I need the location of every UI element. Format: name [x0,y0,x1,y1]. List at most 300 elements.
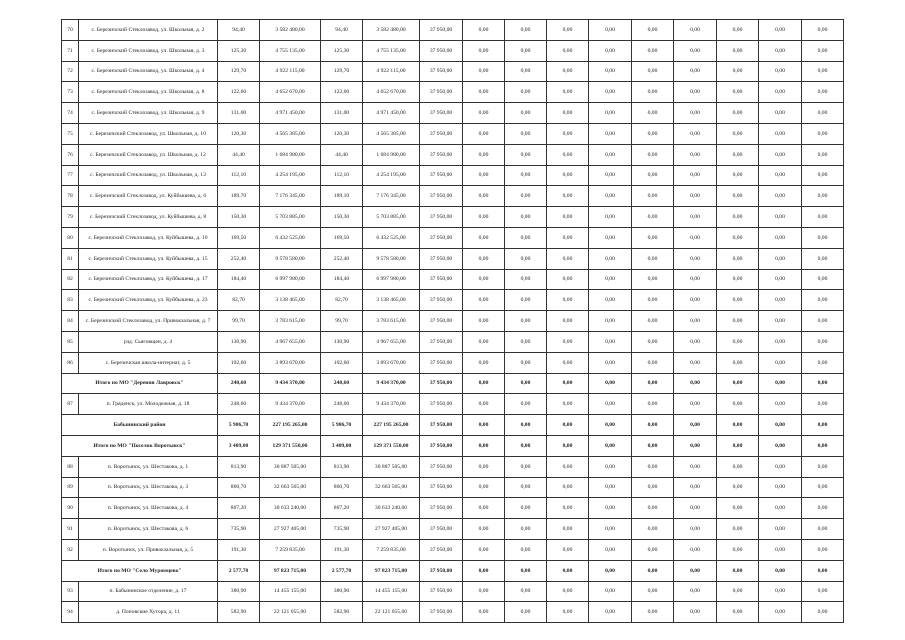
value-cell: 30 633 240,00 [260,498,321,519]
value-cell: 0,00 [632,290,674,311]
value-cell: 807,20 [218,498,260,519]
table-row [62,248,844,269]
value-cell: 184,40 [218,269,260,290]
value-cell: 150,30 [218,207,260,228]
value-cell: 0,00 [802,456,844,477]
value-cell: 0,00 [589,415,632,436]
value-cell: 0,00 [589,394,632,415]
value-cell: 37 950,00 [420,311,463,332]
value-cell: 0,00 [632,144,674,165]
value-cell: 0,00 [547,165,589,186]
value-cell: 6 432 525,00 [260,227,321,248]
value-cell: 0,00 [547,602,589,623]
value-cell: 0,00 [674,248,717,269]
row-number: 92 [62,539,79,560]
value-cell: 169,50 [218,227,260,248]
value-cell: 248,60 [218,373,260,394]
value-cell: 248,60 [321,394,363,415]
value-cell: 30 887 505,00 [260,456,321,477]
table-row [62,539,844,560]
value-cell: 0,00 [632,456,674,477]
row-number: 83 [62,290,79,311]
value-cell: 4 254 195,00 [260,165,321,186]
value-cell: 1 684 980,00 [363,144,420,165]
subtotal-label: Бабынинский район [62,415,218,436]
value-cell: 191,30 [218,539,260,560]
value-cell: 0,00 [463,103,505,124]
table-row [62,227,844,248]
subtotal-label: Итого по МО "Село Муромцево" [62,560,218,581]
value-cell: 0,00 [589,103,632,124]
value-cell: 0,00 [505,456,547,477]
value-cell: 0,00 [802,61,844,82]
value-cell: 0,00 [802,20,844,41]
value-cell: 0,00 [589,373,632,394]
value-cell: 0,00 [632,477,674,498]
value-cell: 122,60 [321,82,363,103]
value-cell: 582,90 [321,602,363,623]
address-cell: п. Бабынинское отделение, д. 17 [79,581,218,602]
value-cell: 0,00 [505,82,547,103]
value-cell: 582,90 [218,602,260,623]
value-cell: 0,00 [759,207,802,228]
row-number: 93 [62,581,79,602]
value-cell: 0,00 [759,123,802,144]
table-row [62,61,844,82]
address-cell: с. Березичский Стеклозавод, ул. Школьная, д. 12 [79,144,218,165]
row-number: 91 [62,519,79,540]
value-cell: 0,00 [717,311,759,332]
value-cell: 0,00 [547,519,589,540]
value-cell: 0,00 [589,560,632,581]
value-cell: 0,00 [674,477,717,498]
value-cell: 14 455 155,00 [260,581,321,602]
value-cell: 0,00 [674,394,717,415]
value-cell: 0,00 [589,186,632,207]
value-cell: 125,30 [218,40,260,61]
address-cell: с. Березичский Стеклозавод, ул. Школьная, д. 9 [79,103,218,124]
value-cell: 0,00 [547,477,589,498]
value-cell: 7 176 345,00 [260,186,321,207]
table-row [62,498,844,519]
value-cell: 0,00 [802,144,844,165]
value-cell: 189,70 [218,186,260,207]
value-cell: 0,00 [802,269,844,290]
value-cell: 0,00 [717,61,759,82]
value-cell: 0,00 [463,290,505,311]
value-cell: 0,00 [717,227,759,248]
value-cell: 0,00 [589,581,632,602]
value-cell: 0,00 [717,103,759,124]
value-cell: 0,00 [547,373,589,394]
value-cell: 0,00 [674,373,717,394]
value-cell: 3 582 480,00 [260,20,321,41]
value-cell: 0,00 [547,207,589,228]
value-cell: 0,00 [802,352,844,373]
value-cell: 122,60 [218,82,260,103]
address-cell: с. Березичский Стеклозавод, ул. Школьная, д. 4 [79,61,218,82]
value-cell: 97 823 715,00 [363,560,420,581]
table-row [62,456,844,477]
value-cell: 22 121 055,00 [363,602,420,623]
table-row [62,581,844,602]
value-cell: 807,20 [321,498,363,519]
value-cell: 7 259 835,00 [260,539,321,560]
value-cell: 99,70 [321,311,363,332]
value-cell: 5 986,70 [321,415,363,436]
address-cell: рзд. Сьяговщен, д. 4 [79,331,218,352]
subtotal-row [62,435,844,456]
address-cell: с. Березичский Стеклозавод, ул. Школьная, д. 3 [79,40,218,61]
value-cell: 0,00 [589,539,632,560]
value-cell: 0,00 [547,331,589,352]
value-cell: 4 922 115,00 [260,61,321,82]
value-cell: 37 950,00 [420,123,463,144]
value-cell: 0,00 [632,269,674,290]
value-cell: 0,00 [547,186,589,207]
value-cell: 37 950,00 [420,20,463,41]
table-row [62,207,844,228]
value-cell: 380,90 [321,581,363,602]
value-cell: 4 755 135,00 [363,40,420,61]
value-cell: 4 922 115,00 [363,61,420,82]
value-cell: 0,00 [674,352,717,373]
value-cell: 37 950,00 [420,144,463,165]
value-cell: 0,00 [547,311,589,332]
value-cell: 0,00 [589,290,632,311]
value-cell: 37 950,00 [420,581,463,602]
value-cell: 6 997 980,00 [260,269,321,290]
value-cell: 0,00 [759,394,802,415]
value-cell: 0,00 [717,435,759,456]
value-cell: 5 703 885,00 [363,207,420,228]
value-cell: 0,00 [632,498,674,519]
value-cell: 0,00 [505,123,547,144]
value-cell: 0,00 [674,123,717,144]
value-cell: 0,00 [505,498,547,519]
value-cell: 0,00 [717,331,759,352]
table-row [62,186,844,207]
value-cell: 0,00 [463,186,505,207]
value-cell: 0,00 [674,144,717,165]
value-cell: 94,40 [218,20,260,41]
value-cell: 37 950,00 [420,560,463,581]
value-cell: 7 176 345,00 [363,186,420,207]
value-cell: 37 950,00 [420,248,463,269]
address-cell: с. Березичский Стеклозавод, ул. Куйбышева, д. 17 [79,269,218,290]
value-cell: 37 950,00 [420,352,463,373]
table-row [62,331,844,352]
value-cell: 0,00 [505,435,547,456]
value-cell: 0,00 [505,227,547,248]
value-cell: 0,00 [632,61,674,82]
table-row [62,311,844,332]
value-cell: 22 121 055,00 [260,602,321,623]
value-cell: 37 950,00 [420,290,463,311]
value-cell: 0,00 [717,123,759,144]
value-cell: 0,00 [759,498,802,519]
table-row [62,103,844,124]
value-cell: 3 893 670,00 [260,352,321,373]
value-cell: 0,00 [589,477,632,498]
value-cell: 9 578 580,00 [260,248,321,269]
value-cell: 0,00 [674,456,717,477]
value-cell: 0,00 [632,165,674,186]
value-cell: 0,00 [802,165,844,186]
value-cell: 3 582 480,00 [363,20,420,41]
value-cell: 37 950,00 [420,415,463,436]
value-cell: 0,00 [802,248,844,269]
value-cell: 0,00 [463,40,505,61]
value-cell: 0,00 [717,560,759,581]
value-cell: 2 577,70 [321,560,363,581]
value-cell: 0,00 [547,498,589,519]
value-cell: 0,00 [759,61,802,82]
row-number: 81 [62,248,79,269]
value-cell: 0,00 [759,435,802,456]
value-cell: 0,00 [674,269,717,290]
value-cell: 0,00 [717,165,759,186]
value-cell: 37 950,00 [420,539,463,560]
value-cell: 0,00 [674,165,717,186]
value-cell: 0,00 [463,352,505,373]
value-cell: 248,60 [321,373,363,394]
value-cell: 4 652 670,00 [260,82,321,103]
value-cell: 0,00 [674,61,717,82]
value-cell: 0,00 [802,519,844,540]
value-cell: 184,40 [321,269,363,290]
value-cell: 130,90 [218,331,260,352]
value-cell: 0,00 [505,248,547,269]
value-cell: 37 950,00 [420,519,463,540]
value-cell: 44,40 [218,144,260,165]
row-number: 71 [62,40,79,61]
value-cell: 0,00 [463,248,505,269]
value-cell: 0,00 [632,82,674,103]
value-cell: 0,00 [759,602,802,623]
value-cell: 0,00 [463,581,505,602]
value-cell: 0,00 [463,435,505,456]
value-cell: 0,00 [802,581,844,602]
value-cell: 125,30 [321,40,363,61]
value-cell: 0,00 [632,352,674,373]
value-cell: 0,00 [802,82,844,103]
value-cell: 0,00 [589,498,632,519]
value-cell: 227 195 265,00 [260,415,321,436]
value-cell: 129 371 550,00 [260,435,321,456]
value-cell: 6 997 980,00 [363,269,420,290]
value-cell: 0,00 [717,20,759,41]
value-cell: 0,00 [505,415,547,436]
value-cell: 0,00 [589,207,632,228]
value-cell: 9 434 370,00 [260,373,321,394]
value-cell: 248,60 [218,394,260,415]
address-cell: с. Березичский Стеклозавод, ул. Привокзальная, д. 7 [79,311,218,332]
value-cell: 0,00 [547,560,589,581]
value-cell: 37 950,00 [420,269,463,290]
value-cell: 0,00 [674,40,717,61]
value-cell: 0,00 [589,144,632,165]
value-cell: 0,00 [759,581,802,602]
value-cell: 7 259 835,00 [363,539,420,560]
value-cell: 0,00 [632,186,674,207]
row-number: 88 [62,456,79,477]
value-cell: 0,00 [505,394,547,415]
value-cell: 0,00 [802,394,844,415]
value-cell: 0,00 [759,248,802,269]
row-number: 85 [62,331,79,352]
value-cell: 0,00 [674,498,717,519]
subtotal-label: Итого по МО "Деревня Лавровск" [62,373,218,394]
value-cell: 0,00 [505,560,547,581]
table-row [62,165,844,186]
address-cell: п. Воротынск, ул. Шестакова, д. 3 [79,477,218,498]
row-number: 73 [62,82,79,103]
value-cell: 5 986,70 [218,415,260,436]
value-cell: 0,00 [802,602,844,623]
value-cell: 191,30 [321,539,363,560]
value-cell: 0,00 [759,331,802,352]
address-cell: п. Гряденск, ул. Молодежная, д. 18 [79,394,218,415]
value-cell: 0,00 [759,82,802,103]
value-cell: 27 927 405,00 [363,519,420,540]
value-cell: 0,00 [547,144,589,165]
value-cell: 0,00 [717,352,759,373]
value-cell: 0,00 [547,40,589,61]
value-cell: 37 950,00 [420,227,463,248]
value-cell: 0,00 [463,560,505,581]
value-cell: 2 577,70 [218,560,260,581]
table-row [62,20,844,41]
value-cell: 0,00 [802,415,844,436]
value-cell: 0,00 [463,269,505,290]
address-cell: с. Березичский Стеклозавод, ул. Куйбышева, д. 23 [79,290,218,311]
value-cell: 0,00 [674,20,717,41]
value-cell: 102,60 [218,352,260,373]
value-cell: 0,00 [759,373,802,394]
value-cell: 5 703 885,00 [260,207,321,228]
value-cell: 0,00 [505,373,547,394]
subtotal-label: Итого по МО "Поселок Воротынск" [62,435,218,456]
table-row [62,519,844,540]
value-cell: 0,00 [547,539,589,560]
value-cell: 97 823 715,00 [260,560,321,581]
value-cell: 0,00 [717,602,759,623]
table-row [62,144,844,165]
value-cell: 0,00 [589,20,632,41]
value-cell: 3 138 465,00 [260,290,321,311]
value-cell: 0,00 [632,207,674,228]
value-cell: 0,00 [759,352,802,373]
value-cell: 0,00 [674,290,717,311]
value-cell: 0,00 [759,311,802,332]
value-cell: 30 887 505,00 [363,456,420,477]
value-cell: 0,00 [547,20,589,41]
value-cell: 37 950,00 [420,373,463,394]
value-cell: 0,00 [463,20,505,41]
value-cell: 0,00 [674,519,717,540]
value-cell: 0,00 [632,581,674,602]
value-cell: 0,00 [589,165,632,186]
value-cell: 0,00 [632,394,674,415]
value-cell: 0,00 [632,560,674,581]
value-cell: 380,90 [218,581,260,602]
value-cell: 0,00 [463,311,505,332]
value-cell: 735,90 [218,519,260,540]
subtotal-row [62,373,844,394]
register-table [61,19,844,623]
value-cell: 0,00 [632,435,674,456]
value-cell: 0,00 [759,290,802,311]
value-cell: 0,00 [505,331,547,352]
value-cell: 860,70 [321,477,363,498]
row-number: 75 [62,123,79,144]
value-cell: 0,00 [759,560,802,581]
value-cell: 0,00 [759,20,802,41]
value-cell: 0,00 [674,331,717,352]
value-cell: 37 950,00 [420,456,463,477]
value-cell: 0,00 [463,165,505,186]
value-cell: 0,00 [547,581,589,602]
value-cell: 27 927 405,00 [260,519,321,540]
table-row [62,290,844,311]
value-cell: 0,00 [632,103,674,124]
value-cell: 0,00 [589,227,632,248]
value-cell: 0,00 [463,82,505,103]
value-cell: 0,00 [547,269,589,290]
value-cell: 0,00 [802,331,844,352]
row-number: 87 [62,394,79,415]
value-cell: 0,00 [759,40,802,61]
value-cell: 0,00 [632,248,674,269]
value-cell: 0,00 [589,82,632,103]
value-cell: 0,00 [802,539,844,560]
table-row [62,477,844,498]
value-cell: 9 578 580,00 [363,248,420,269]
value-cell: 0,00 [717,248,759,269]
value-cell: 32 663 565,00 [260,477,321,498]
value-cell: 0,00 [674,435,717,456]
value-cell: 0,00 [802,186,844,207]
value-cell: 37 950,00 [420,477,463,498]
value-cell: 0,00 [589,123,632,144]
value-cell: 0,00 [505,61,547,82]
row-number: 80 [62,227,79,248]
value-cell: 3 783 615,00 [363,311,420,332]
row-number: 84 [62,311,79,332]
value-cell: 4 971 450,00 [260,103,321,124]
value-cell: 3 893 670,00 [363,352,420,373]
value-cell: 0,00 [759,144,802,165]
value-cell: 129 371 550,00 [363,435,420,456]
value-cell: 0,00 [632,539,674,560]
value-cell: 0,00 [802,123,844,144]
value-cell: 0,00 [674,103,717,124]
address-cell: п. Воротынск, ул. Шестакова, д. 1 [79,456,218,477]
row-number: 82 [62,269,79,290]
table-row [62,40,844,61]
value-cell: 0,00 [674,227,717,248]
value-cell: 0,00 [717,519,759,540]
value-cell: 37 950,00 [420,602,463,623]
value-cell: 0,00 [547,415,589,436]
value-cell: 3 138 465,00 [363,290,420,311]
value-cell: 0,00 [589,40,632,61]
value-cell: 860,70 [218,477,260,498]
value-cell: 813,90 [218,456,260,477]
address-cell: с. Березичская школа-интернат, д. 5 [79,352,218,373]
value-cell: 0,00 [505,602,547,623]
